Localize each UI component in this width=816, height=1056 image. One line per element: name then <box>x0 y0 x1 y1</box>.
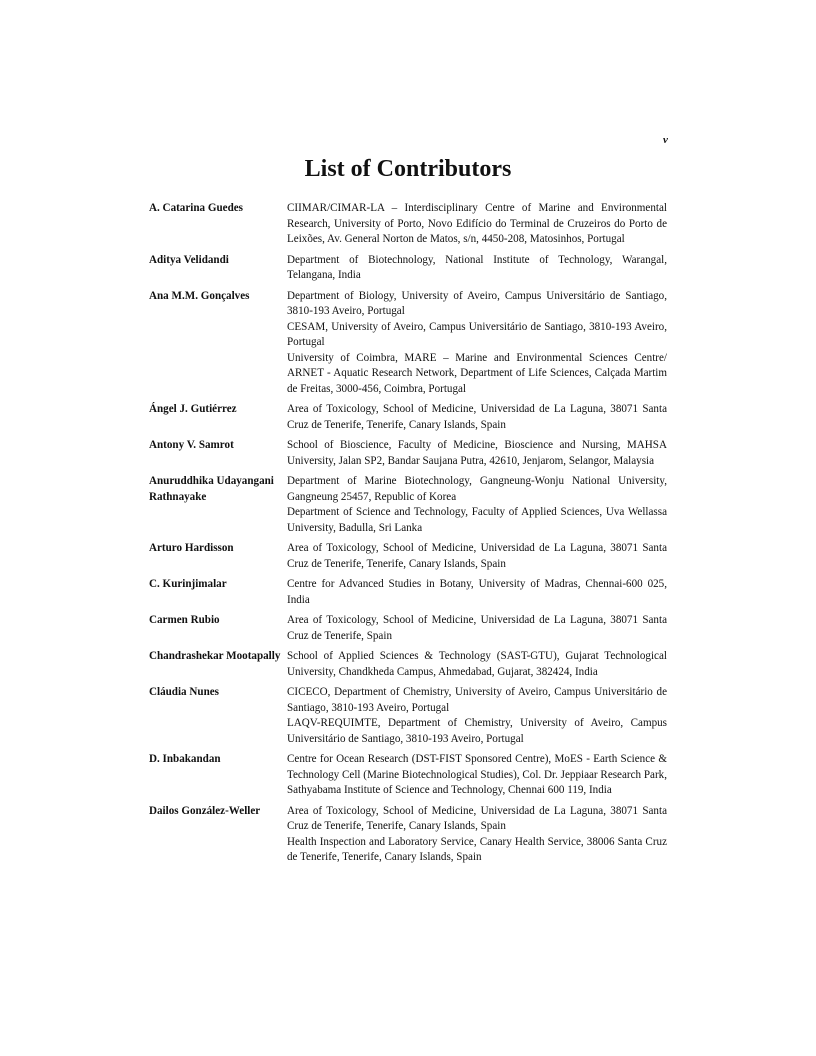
affiliation-text: Department of Science and Technology, Faculty of Applied Sciences, Uva Wellassa University, Badulla, Sri Lanka <box>287 506 667 534</box>
contributor-affiliations <box>287 541 667 572</box>
contributor-list <box>149 201 667 871</box>
contributor-affiliations <box>287 438 667 469</box>
contributor-entry <box>149 752 667 799</box>
affiliation-text: Area of Toxicology, School of Medicine, Universidad de La Laguna, 38071 Santa Cruz de Tenerife, Tenerife, Canary Islands, Spain <box>287 542 667 570</box>
contributor-entry <box>149 613 667 644</box>
contributor-entry <box>149 289 667 398</box>
contributor-affiliations <box>287 577 667 608</box>
contributor-affiliations <box>287 474 667 536</box>
affiliation-text: LAQV-REQUIMTE, Department of Chemistry, University of Aveiro, Campus Universitário de Santiago, 3810-193 Aveiro, Portugal <box>287 717 667 745</box>
affiliation-text: CESAM, University of Aveiro, Campus Universitário de Santiago, 3810-193 Aveiro, Portugal <box>287 320 667 348</box>
contributor-name: D. Inbakandan <box>149 753 221 765</box>
contributor-entry <box>149 649 667 680</box>
affiliation-text: Department of Biology, University of Aveiro, Campus Universitário de Santiago, 3810-193 Aveiro, Portugal <box>287 289 667 317</box>
contributor-affiliations <box>287 752 667 799</box>
contributor-affiliations <box>287 253 667 284</box>
affiliation-text: Area of Toxicology, School of Medicine, Universidad de La Laguna, 38071 Santa Cruz de Tenerife, Spain <box>287 614 667 642</box>
contributor-name: Dailos González-Weller <box>149 804 261 817</box>
contributor-name: Cláudia Nunes <box>149 686 219 698</box>
contributor-affiliations <box>287 649 667 680</box>
contributor-affiliations <box>287 613 667 644</box>
affiliation-text: Centre for Ocean Research (DST-FIST Sponsored Centre), MoES - Earth Science & Technology Cell (Marine Biotechnological Studies), Col. Dr. Jeppiaar Research Park, Sathyabama Institute of Science and Technology, Chennai 600 119, India <box>287 753 667 796</box>
contributor-entry <box>149 438 667 469</box>
contributor-name: Chandrashekar Mootapally <box>149 650 281 662</box>
contributor-name: Arturo Hardisson <box>149 542 234 554</box>
contributor-entry <box>149 201 667 248</box>
affiliation-text: Area of Toxicology, School of Medicine, Universidad de La Laguna, 38071 Santa Cruz de Tenerife, Tenerife, Canary Islands, Spain <box>287 403 667 431</box>
contributor-name: Carmen Rubio <box>149 614 220 626</box>
contributor-entry <box>149 577 667 608</box>
affiliation-text: University of Coimbra, MARE – Marine and Environmental Sciences Centre/ ARNET - Aquatic Research Network, Department of Life Sciences, Calçada Martim de Freitas, 3000-456, Coimbra, Portugal <box>287 351 667 395</box>
contributor-affiliations <box>287 685 667 747</box>
contributor-name: Anuruddhika Udayangani Rathnayake <box>149 475 274 503</box>
contributor-affiliations <box>287 804 667 866</box>
affiliation-text: CICECO, Department of Chemistry, University of Aveiro, Campus Universitário de Santiago, 3810-193 Aveiro, Portugal <box>287 686 667 714</box>
contributor-entry <box>149 402 667 433</box>
contributor-entry <box>149 804 667 866</box>
affiliation-text: Health Inspection and Laboratory Service, Canary Health Service, 38006 Santa Cruz de Tenerife, Tenerife, Canary Islands, Spain <box>287 835 667 863</box>
contributor-name: A. Catarina Guedes <box>149 202 243 214</box>
page-title: List of Contributors <box>304 156 512 182</box>
affiliation-text: School of Bioscience, Faculty of Medicine, Bioscience and Nursing, MAHSA University, Jalan SP2, Bandar Saujana Putra, 42610, Jenjarom, Selangor, Malaysia <box>287 439 667 467</box>
affiliation-text: Department of Marine Biotechnology, Gangneung-Wonju National University, Gangneung 25457, Republic of Korea <box>287 475 667 503</box>
contributor-entry <box>149 253 667 284</box>
page-number: v <box>663 134 668 146</box>
contributor-name: Antony V. Samrot <box>149 439 234 451</box>
affiliation-text: Centre for Advanced Studies in Botany, University of Madras, Chennai-600 025, India <box>287 578 667 606</box>
contributor-name: C. Kurinjimalar <box>149 578 227 590</box>
contributor-name: Ana M.M. Gonçalves <box>149 289 250 302</box>
affiliation-text: Department of Biotechnology, National Institute of Technology, Warangal, Telangana, India <box>287 253 667 281</box>
contributor-name: Aditya Velidandi <box>149 253 229 266</box>
affiliation-text: CIIMAR/CIMAR-LA – Interdisciplinary Centre of Marine and Environmental Research, University of Porto, Novo Edifício do Terminal de Cruzeiros do Porto de Leixões, Av. General Norton de Matos, s/n, 4450-208, Matosinhos, Portugal <box>287 202 667 245</box>
affiliation-text: School of Applied Sciences & Technology (SAST-GTU), Gujarat Technological University, Chandkheda Campus, Ahmedabad, Gujarat, 382424, India <box>287 650 667 678</box>
contributor-affiliations <box>287 289 667 398</box>
contributor-entry <box>149 685 667 747</box>
contributor-name: Ángel J. Gutiérrez <box>149 403 237 415</box>
contributor-affiliations <box>287 201 667 248</box>
contributor-entry <box>149 541 667 572</box>
contributor-affiliations <box>287 402 667 433</box>
contributor-entry <box>149 474 667 536</box>
affiliation-text: Area of Toxicology, School of Medicine, Universidad de La Laguna, 38071 Santa Cruz de Tenerife, Tenerife, Canary Islands, Spain <box>287 804 667 832</box>
